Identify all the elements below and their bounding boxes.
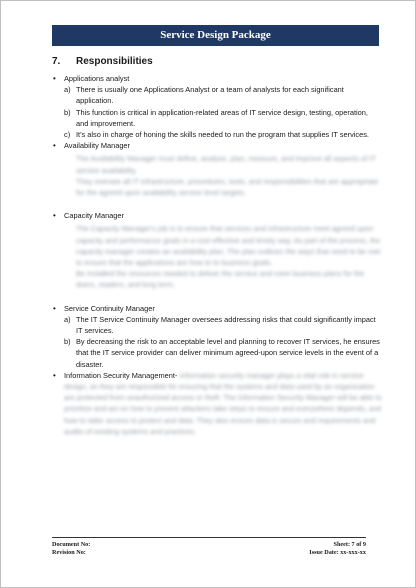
- blurred-text: Information security manager plays a vital role in service design, as they are responsible for ensuring that the systems and data used by an organization are protected from unauthorized access or theft. The Information Security Manager will be able to prioritize and act on how to prevent attackers take steps to ensure and everywhere depends, and how to tailor access to protect and data. They also ensure data is secure and requirements and audits of existing systems and practices.: [64, 370, 382, 436]
- blurred-text: The Availability Manager must define, analyse, plan, measure, and improve all aspects of IT service availability.: [76, 154, 376, 175]
- sub-item: a) The IT Service Continuity Manager oversees addressing risks that could significantly impact IT services.: [64, 314, 376, 336]
- sub-item: c) It's also in charge of honing the skills needed to run the program that supplies IT services.: [64, 130, 369, 140]
- responsibilities-list: [52, 73, 382, 437]
- sub-item: b) This function is critical in application-related areas of IT service design, testing, operation, and improvement.: [64, 107, 368, 128]
- list-item-label: Information Security Management-: [64, 370, 178, 380]
- list-item-availability-manager: • Availability Manager: [52, 140, 382, 151]
- list-item-information-security-management: [52, 370, 382, 437]
- list-item-applications-analyst: • Applications analyst: [52, 73, 382, 84]
- blurred-text: They oversee all IT infrastructure, procedures, tools, and responsibilities that are appropriate for the agreed upon availability service level targets.: [76, 176, 379, 198]
- section-title: Responsibilities: [76, 56, 153, 67]
- blurred-text: Be installed the resources needed to deliver the service and meet business plans for the doers, readers, and long term.: [76, 269, 365, 290]
- revision-number: Revision No:: [52, 549, 86, 556]
- page-header-banner: Service Design Package: [52, 25, 379, 46]
- page-footer: [52, 537, 366, 557]
- section-heading: [52, 56, 153, 67]
- section-number: 7.: [52, 56, 61, 67]
- list-item-capacity-manager: • Capacity Manager: [52, 210, 382, 221]
- sub-item: b) By decreasing the risk to an acceptable level and planning to recover IT services, he ensures that the IT service provider can deliver minimum agreed-upon service levels in the event of a disaster.: [64, 337, 380, 369]
- issue-date: Issue Date: xx-xxx-xx: [309, 549, 366, 556]
- blurred-text: The Capacity Manager's job is to ensure that services and infrastructure meet agreed upon capacity and performance goals in a cost effective and timely way. As part of the process, the capacity manager creates an availability plan. The plan outlines the ways that need to be met to ensure that the applications are how to to business goals.: [76, 224, 381, 268]
- list-item-service-continuity-manager: • Service Continuity Manager: [52, 303, 382, 314]
- sub-item: a) There is usually one Applications Analyst or a team of analysts for each significant application.: [64, 85, 344, 106]
- sheet-number: Sheet: 7 of 9: [333, 541, 366, 548]
- document-number: Document No:: [52, 541, 91, 548]
